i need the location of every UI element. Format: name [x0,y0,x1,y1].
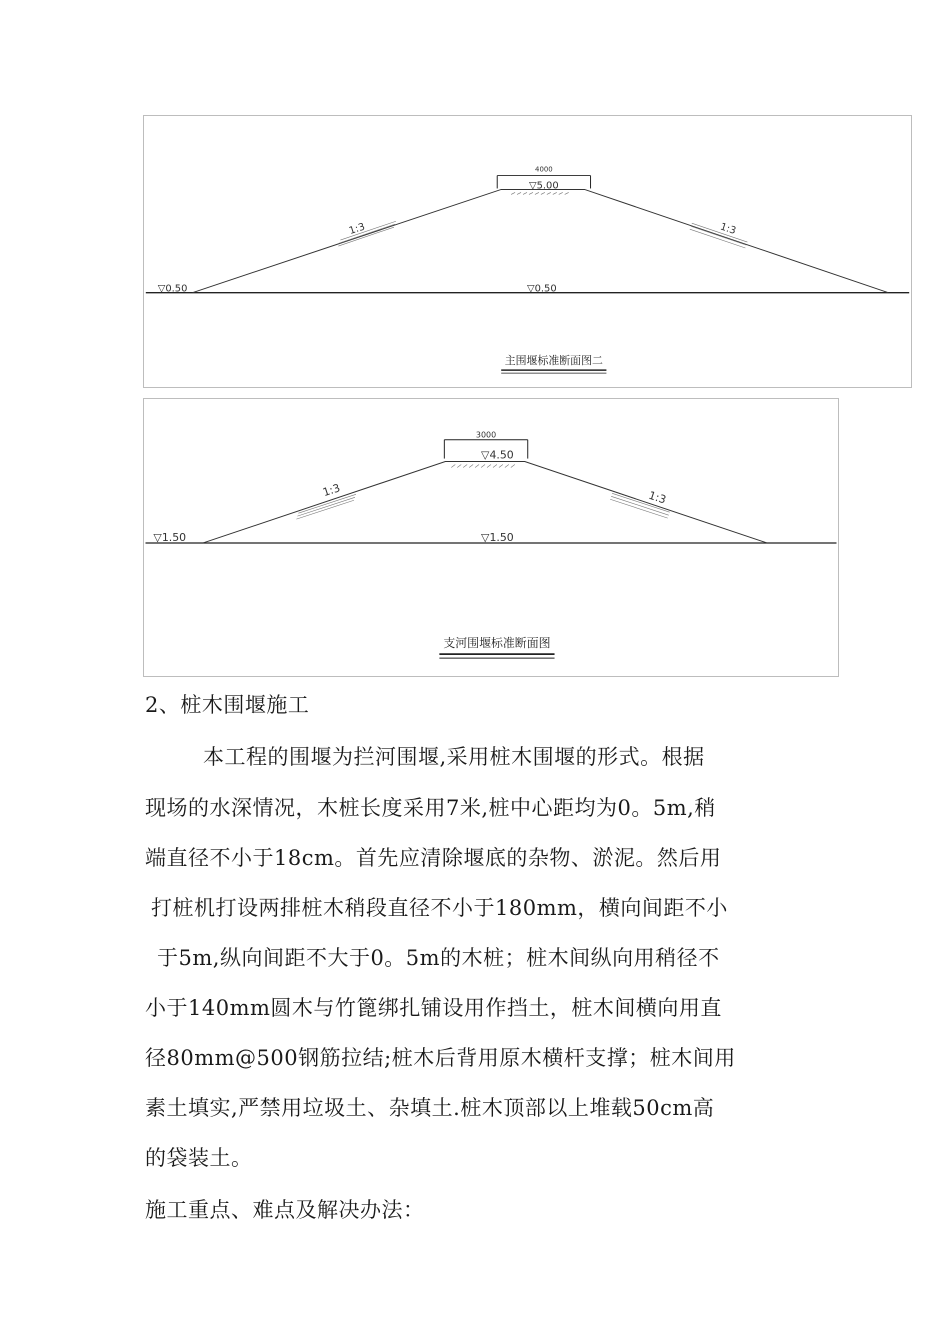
embankment-outline [192,189,888,292]
ground-level-left: ▽1.50 [153,530,187,544]
paragraph-line: 现场的水深情况，木桩长度采用7米,桩中心距均为0。5m,稍 [145,796,716,820]
figure-caption: 主围堰标准断面图二 [504,354,603,368]
ground-level-mid: ▽1.50 [481,530,514,544]
figure-caption: 支河围堰标准断面图 [443,636,551,651]
crest-width-label: 4000 [535,165,553,174]
ground-level-left: ▽0.50 [157,283,188,295]
slope-ratio-right: 1:3 [718,221,738,237]
paragraph-line: 素土填实,严禁用垃圾土、杂填土.桩木顶部以上堆载50cm高 [145,1096,715,1120]
slope-ratio-right: 1:3 [646,488,668,507]
paragraph-line: 本工程的围堰为拦河围堰,采用桩木围堰的形式。根据 [203,745,705,769]
crest-level-label: ▽5.00 [528,180,559,192]
slope-ratio-left: 1:3 [347,221,367,237]
section-heading: 2、桩木围堰施工 [145,693,310,717]
cross-section-drawing-branch [144,399,838,676]
paragraph-line: 小于140mm圆木与竹篦绑扎铺设用作挡土，桩木间横向用直 [145,996,722,1020]
crest-hatching [451,465,515,468]
paragraph-line: 端直径不小于18cm。首先应清除堰底的杂物、淤泥。然后用 [145,846,722,870]
paragraph-line: 打桩机打设两排桩木稍段直径不小于180mm，横向间距不小 [151,896,728,920]
ground-level-mid: ▽0.50 [527,283,557,295]
cross-section-figure-branch [143,398,839,677]
right-slope-hatching [690,223,748,248]
crest-hatching [511,192,569,194]
cross-section-figure-main [143,115,912,388]
subheading: 施工重点、难点及解决办法： [145,1198,425,1222]
paragraph-line: 于5m,纵向间距不大于0。5m的木桩；桩木间纵向用稍径不 [157,946,720,970]
crest-level-label: ▽4.50 [481,448,514,462]
left-slope-hatching [338,221,396,246]
slope-ratio-left: 1:3 [321,481,342,500]
cross-section-drawing-main [144,116,911,387]
crest-width-label: 3000 [475,430,497,440]
paragraph-line: 的袋装土。 [145,1146,253,1170]
paragraph-line: 径80mm@500钢筋拉结;桩木后背用原木横杆支撑；桩木间用 [145,1046,736,1070]
